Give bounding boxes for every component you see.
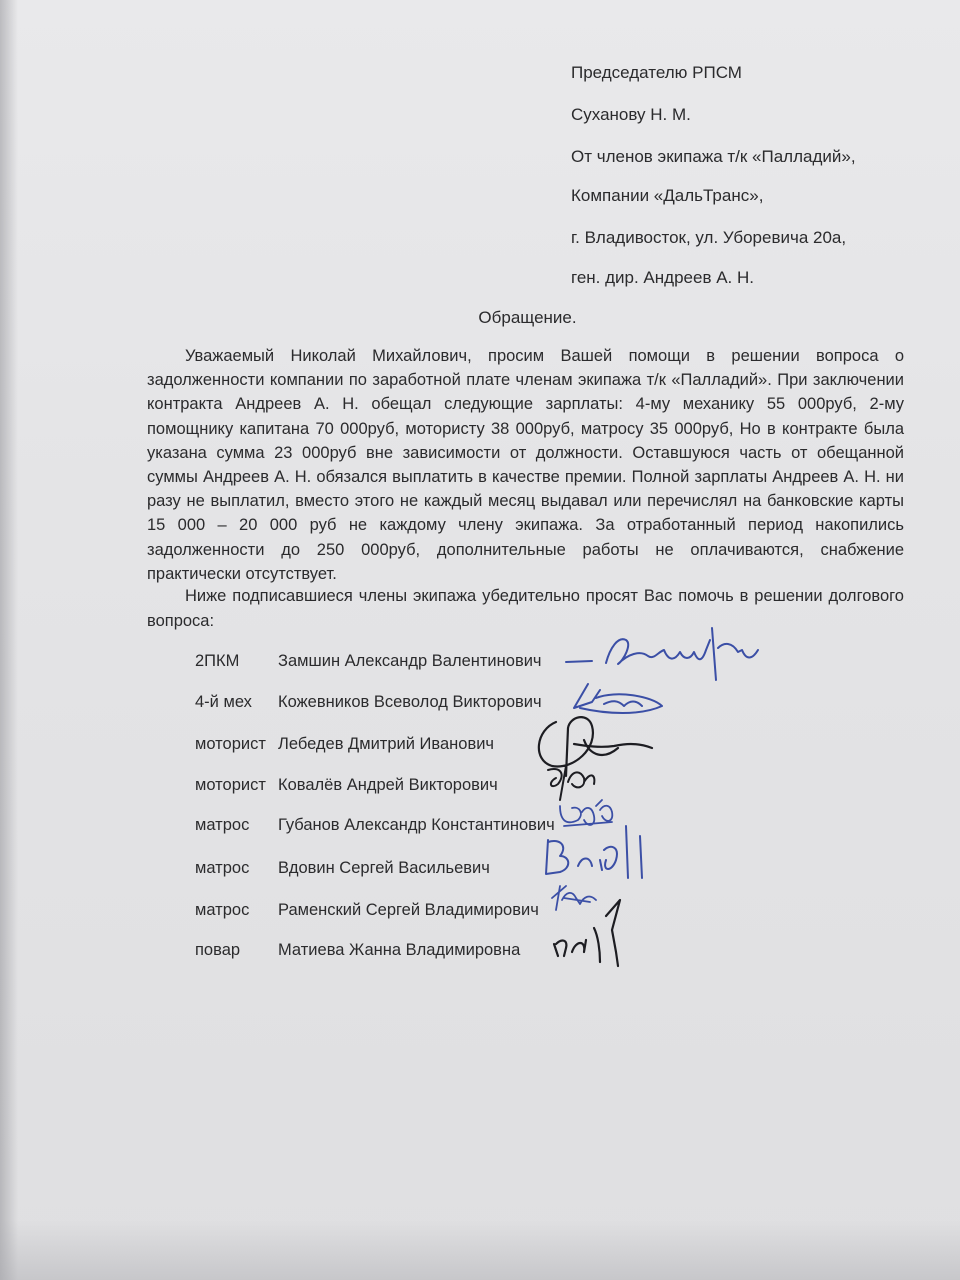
signatory-row bbox=[0, 735, 960, 761]
page-bottom-shade bbox=[0, 1220, 960, 1280]
signatory-position: 4-й мех bbox=[195, 693, 252, 711]
addressee-line-director: ген. дир. Андреев А. Н. bbox=[571, 268, 754, 287]
signatory-row bbox=[0, 901, 960, 927]
signatory-name: Матиева Жанна Владимировна bbox=[278, 941, 521, 959]
request-paragraph: Ниже подписавшиеся члены экипажа убедительно просят Вас помочь в решении долгового вопроса: bbox=[147, 587, 904, 630]
addressee-line-company: Компании «ДальТранс», bbox=[571, 186, 764, 205]
addressee-line-from: От членов экипажа т/к «Палладий», bbox=[571, 147, 856, 166]
signatory-position: повар bbox=[195, 941, 241, 959]
signatory-row bbox=[0, 652, 960, 678]
signatory-position: моторист bbox=[195, 735, 266, 753]
signatory-name: Ковалёв Андрей Викторович bbox=[278, 776, 498, 794]
signatory-row bbox=[0, 693, 960, 719]
signatory-row bbox=[0, 816, 960, 842]
document-title: Обращение. bbox=[478, 308, 577, 327]
signatory-position: 2ПКМ bbox=[195, 652, 240, 670]
signatory-row bbox=[0, 859, 960, 885]
signatory-name: Вдовин Сергей Васильевич bbox=[278, 859, 490, 877]
signatory-row bbox=[0, 776, 960, 802]
signatory-name: Раменский Сергей Владимирович bbox=[278, 901, 539, 919]
signatory-position: матрос bbox=[195, 901, 250, 919]
addressee-line-address: г. Владивосток, ул. Уборевича 20а, bbox=[571, 228, 847, 247]
signatory-position: матрос bbox=[195, 859, 250, 877]
signatory-row bbox=[0, 941, 960, 967]
signatory-name: Лебедев Дмитрий Иванович bbox=[278, 735, 495, 753]
signatory-position: матрос bbox=[195, 816, 250, 834]
signatory-name: Кожевников Всеволод Викторович bbox=[278, 693, 542, 711]
appeal-body-paragraph: Уважаемый Николай Михайлович, просим Вашей помощи в решении вопроса о задолженности компании по заработной плате членам экипажа т/к «Палладий». При заключении контракта Андреев А. Н. обещал следующие зарплаты: 4-му механику 55 000руб, 2-му помощнику капитана 70 000руб, мотористу 38 000руб, матросу 35 000руб, Но в контракте была указана сумма 23 000руб вне зависимости от должности. Оставшуюся часть от обещанной суммы Андреев А. Н. обязался выплатить в качестве премии. Полной зарплаты Андреев А. Н. ни разу не выплатил, вместо этого не каждый месяц выдавал или перечислял на банковские карты 15 000 – 20 000 руб не каждому члену экипажа. За отработанный период накопились задолженности до 250 000руб, дополнительные работы не оплачиваются, снабжение практически отсутствует. bbox=[147, 347, 904, 583]
addressee-line-chairman: Председателю РПСМ bbox=[571, 63, 742, 82]
page-edge-shadow bbox=[0, 0, 18, 1280]
signatory-name: Замшин Александр Валентинович bbox=[278, 652, 542, 670]
signatory-position: моторист bbox=[195, 776, 266, 794]
signatory-name: Губанов Александр Константинович bbox=[278, 816, 555, 834]
addressee-line-name: Суханову Н. М. bbox=[571, 105, 691, 124]
